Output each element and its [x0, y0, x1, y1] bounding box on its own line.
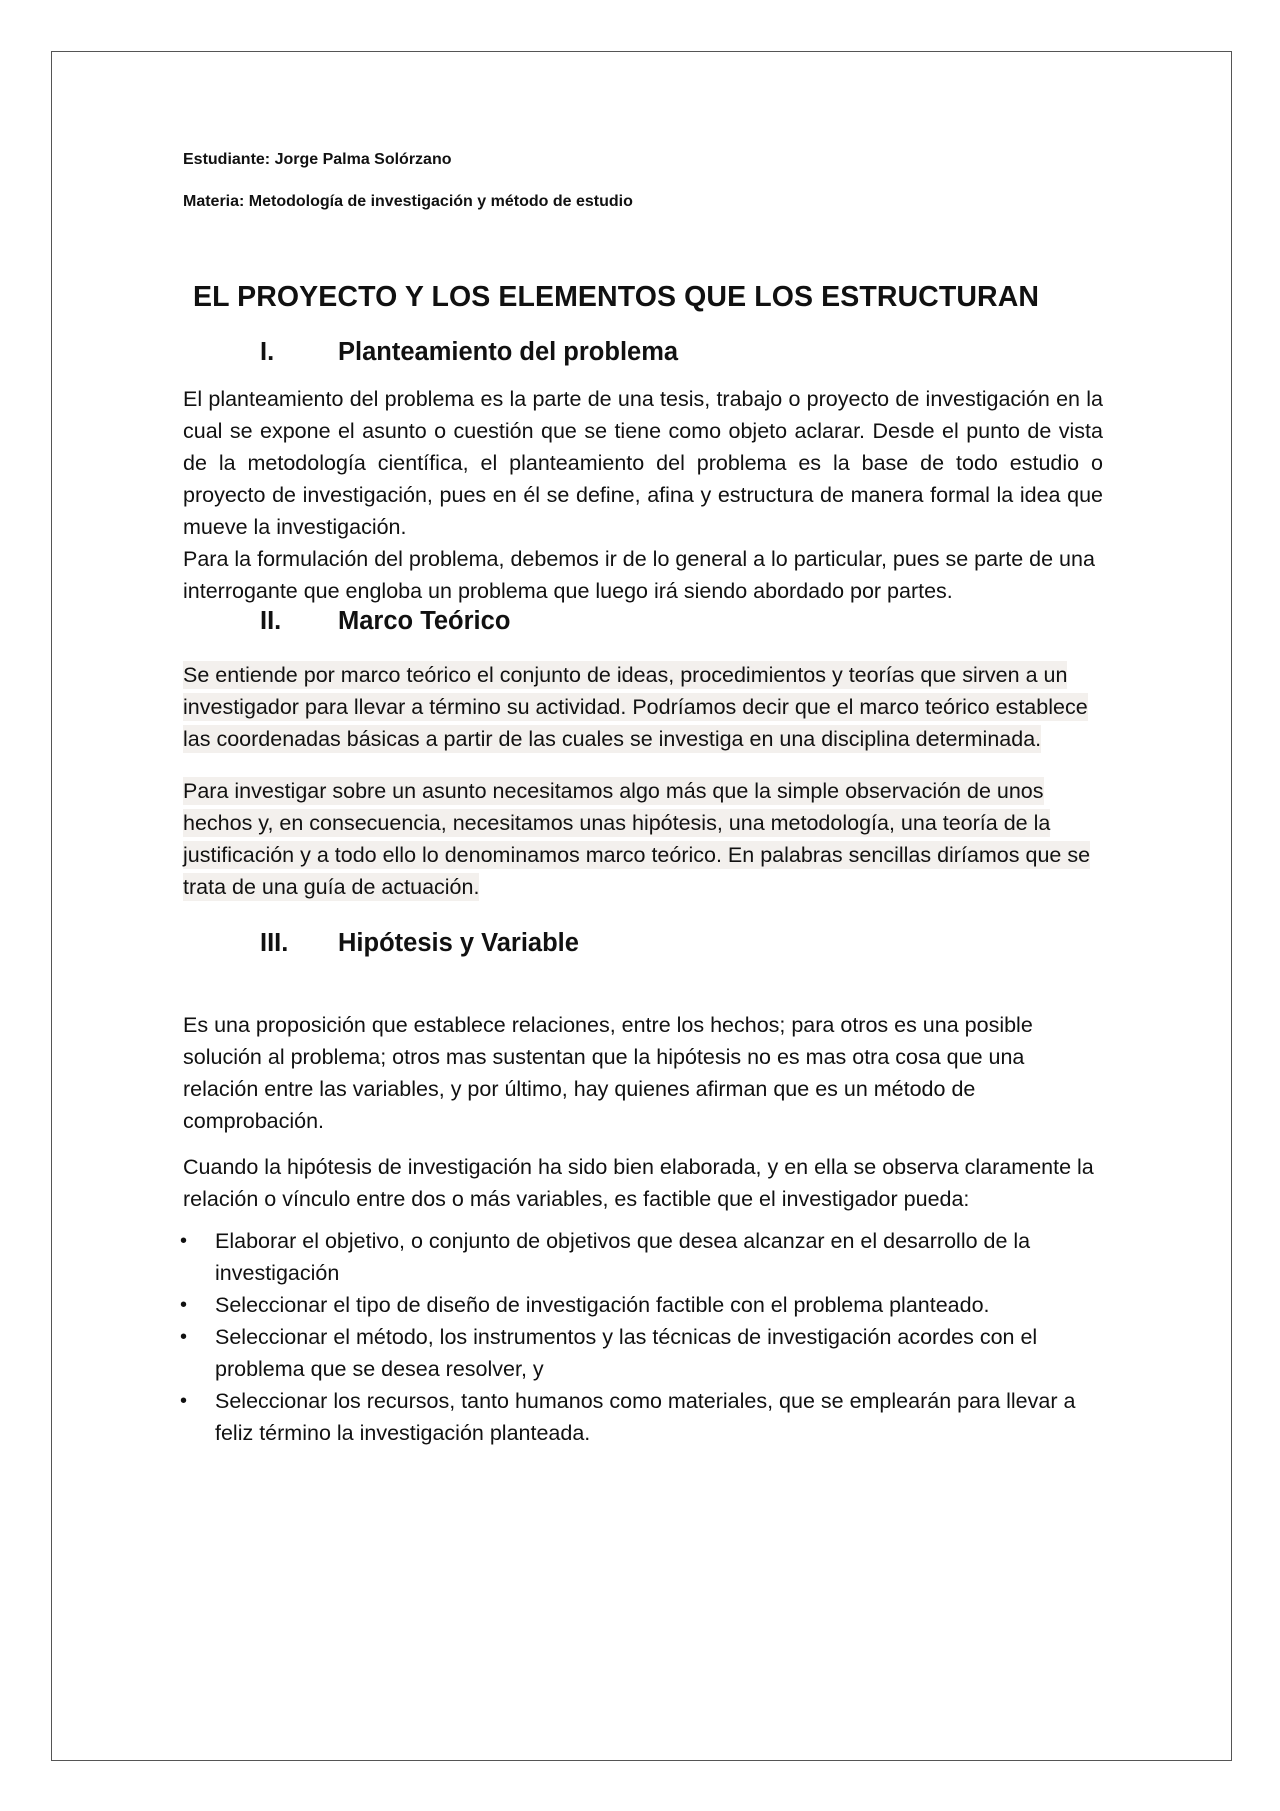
paragraph	[183, 775, 1103, 903]
subject-line: Materia: Metodología de investigación y método de estudio	[183, 193, 633, 210]
document-body	[180, 150, 1103, 1449]
list-item: • Seleccionar los recursos, tanto humanos como materiales, que se emplearán para llevar a feliz término la investigación planteada.	[183, 1385, 1103, 1449]
section-title: Planteamiento del problema	[338, 338, 679, 366]
paragraph: Cuando la hipótesis de investigación ha sido bien elaborada, y en ella se observa claramente la relación o vínculo entre dos o más variables, es factible que el investigador pueda:	[183, 1155, 1094, 1211]
section-heading-2	[183, 605, 1103, 637]
bullet-icon: •	[180, 1294, 188, 1316]
list-item: • Seleccionar el tipo de diseño de investigación factible con el problema planteado.	[183, 1289, 1103, 1321]
student-line: Estudiante: Jorge Palma Solórzano	[183, 151, 452, 168]
section-number: II.	[260, 607, 282, 635]
paragraph	[183, 659, 1103, 755]
highlighted-text: Se entiende por marco teórico el conjunto de ideas, procedimientos y teorías que sirven a un investigador para llevar a término su actividad. Podríamos decir que el marco teórico establece las coordenadas básicas a partir de las cuales se investiga en una disciplina determinada.	[183, 663, 1088, 751]
highlighted-text: Para investigar sobre un asunto necesitamos algo más que la simple observación de unos hechos y, en consecuencia, necesitamos unas hipótesis, una metodología, una teoría de la justificación y a todo ello lo denominamos marco teórico. En palabras sencillas diríamos que se trata de una guía de actuación.	[183, 779, 1091, 899]
bullet-list	[180, 1225, 1103, 1449]
section-heading-3	[183, 927, 1103, 959]
paragraph: Para la formulación del problema, debemos ir de lo general a lo particular, pues se parte de una interrogante que engloba un problema que luego irá siendo abordado por partes.	[183, 547, 1095, 603]
section-number: I.	[260, 338, 275, 366]
section-title: Hipótesis y Variable	[338, 929, 579, 957]
paragraph: El planteamiento del problema es la parte de una tesis, trabajo o proyecto de investigación en la cual se expone el asunto o cuestión que se tiene como objeto aclarar. Desde el punto de vista de la metodología científica, el planteamiento del problema es la base de todo estudio o proyecto de investigación, pues en él se define, afina y estructura de manera formal la idea que mueve la investigación.	[183, 387, 1103, 539]
list-item: • Seleccionar el método, los instrumentos y las técnicas de investigación acordes con el problema que se desea resolver, y	[183, 1321, 1103, 1385]
list-item: • Elaborar el objetivo, o conjunto de objetivos que desea alcanzar en el desarrollo de la investigación	[183, 1225, 1103, 1289]
bullet-icon: •	[180, 1230, 188, 1252]
paragraph: Es una proposición que establece relaciones, entre los hechos; para otros es una posible solución al problema; otros mas sustentan que la hipótesis no es mas otra cosa que una relación entre las variables, y por último, hay quienes afirman que es un método de comprobación.	[183, 1013, 1033, 1133]
section-title: Marco Teórico	[338, 607, 511, 635]
section-heading-1	[183, 336, 1103, 368]
bullet-icon: •	[180, 1390, 188, 1412]
document-title: EL PROYECTO Y LOS ELEMENTOS QUE LOS ESTRUCTURAN	[193, 281, 1040, 313]
section-number: III.	[260, 929, 289, 957]
bullet-icon: •	[180, 1326, 188, 1348]
